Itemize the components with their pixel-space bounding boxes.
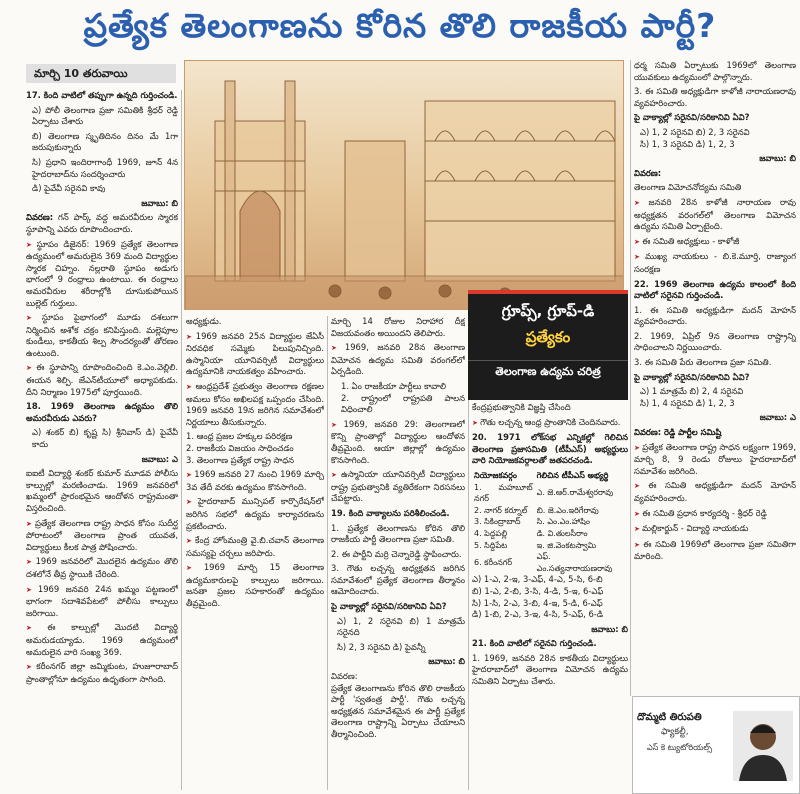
author-photo [733, 711, 793, 781]
col3-para-4: ➤ 1969, జనవరి 29: తెలంగాణలో కొన్ని ప్రాంతాల్లో విద్యార్థుల ఆందోళన తీవ్రమైంది. ఆయా జిల్లాల్లో ఉద్యమం కొనసాగింది. [331, 419, 465, 466]
tag-line-2: ప్రత్యేకం [525, 328, 571, 346]
col3-bullet-1: ➤ ఉస్మానియా యూనివర్సిటీ విద్యార్థులు రాష్ట్ర ప్రభుత్వానికి వ్యతిరేకంగా నిరసనలు చేపట్టారు. [331, 469, 465, 505]
q20-options: ఎ) 1-ఎ, 2-ఇ, 3-ఎఫ్, 4-ఎ, 5-సి, 6-బి బి) 1-ఎ, 2-బి, 3-సి, 4-డి, 5-ఇ, 6-ఎఫ్ సి) 1-సి, 2-ఎ, 3-బి, 4-ఇ, 5-డి, 6-ఎఫ్ డి) 1-బి, 2-ఎ, 3-ఇ, 4-సి, 5-ఎఫ్, 6-డి [472, 574, 604, 620]
constituency-cell: 3. సికింద్రాబాద్ [474, 517, 521, 527]
q22-answer: జవాబు: ఎ [759, 412, 796, 423]
tag-line-3: తెలంగాణ ఉద్యమ చరిత్ర [468, 360, 628, 381]
q17-option-d: డి) పైవేవీ సరైనవి కావు [32, 183, 106, 194]
explanation-text-2: ➤ స్థూపం డిజైనర్: 1969 ప్రత్యేక తెలంగాణ ఉద్యమంలో అమరులైన 369 మంది విద్యార్థుల స్మారక చిహ్నం. నల్లరాతి స్థూపం అడుగు భాగంలో 9 రంధ్రాలు ఉంటాయి. ఈ రంధ్రాలు అమరవీరుల శరీరాల్లోకి దూసుకుపోయిన బుల్లెట్ గుర్తులు. [26, 239, 178, 310]
author-name: దొమ్మటి తిరుపతి [637, 712, 702, 723]
q19-options-b: సి) 2, 3 సరైనవి డి) పైవన్నీ [337, 641, 426, 652]
explanation-heading: వివరణ: [26, 212, 54, 223]
col5-bullet-5: ➤ ఈ సమితి అధ్యక్షుడిగా మదన్ మోహన్ వ్యవహరించారు. [634, 480, 796, 504]
column-divider [181, 90, 182, 790]
q19-explanation: వివరణ: ప్రత్యేక తెలంగాణను కోరిన తొలి రాజకీయ పార్టీ 'స్వతంత్ర పార్టీ'. గౌతు లచ్చన్న అధ్యక్షతన సమావేశమైన ఈ పార్టీ ప్రత్యేక తెలంగాణ రాష్ట్రాన్ని ఏర్పాటు చేయాలని తీర్మానించింది. [331, 671, 465, 739]
feature-tag [468, 290, 628, 400]
candidate-cell: డి. వి.తులసీరాం [536, 528, 588, 538]
constituency-cell: 5. సిద్దిపేట [474, 540, 508, 550]
col5-explanation-1: తెలంగాణ విమోచనోద్యమ సమితి [634, 182, 742, 193]
question-17: 17. కింది వాటిలో తప్పుగా ఉన్నది గుర్తించండి. [26, 90, 178, 100]
column-divider [630, 60, 631, 696]
q19-options-a: ఎ) 1, 2 సరైనవి బి) 1 మాత్రమే సరైనది [337, 615, 465, 638]
column-divider [468, 400, 469, 790]
candidate-cell: ఎఫ్. ఎం.సత్యనారాయణరావు [536, 552, 613, 573]
col5-statement-3: 3. ఈ సమితి అధ్యక్షుడిగా కాళోజీ నారాయణరావు వ్యవహరించారు. [634, 86, 796, 108]
q22-options: ఎ) 1 మాత్రమే బి) 2, 4 సరైనవి సి) 1, 4 సరైనవి డి) 1, 2, 3 [640, 386, 744, 408]
column-3 [331, 316, 465, 790]
constituency-cell: 2. నాగర్ కర్నూల్ [474, 505, 528, 515]
col4-para-2: ➤ గౌతు లచ్చన్న ఆంధ్ర ప్రాంతానికి చెందినవారు. [472, 417, 628, 430]
col2-bullet-4: ➤ 1969 మార్చి 15 తెలంగాణ ఉద్యమకారులపై కాల్పులు జరిగాయి. జనతా ప్రజల సహకారంతో ఉద్యమం తీవ్రమైంది. [186, 562, 324, 609]
col1-extra: ఐఐటీ విద్యార్థి శంకర్ కుమార్ మూడవ పోలీసు కాల్పుల్లో మరణించాడు. 1969 జనవరిలో ఖమ్మంలో ప్రారంభమైన ఆందోళన రాష్ట్రమంతా విస్తరించింది. [26, 468, 178, 513]
col5-bullet-4: ➤ ప్రత్యేక తెలంగాణ రాష్ట్ర సాధన లక్ష్యంగా 1969, మార్చి 8, 9 రెండు రోజులు హైదరాబాద్‌లో సమావేశం జరిగింది. [634, 442, 796, 478]
col5-bullet-8: ➤ ఈ సమితి 1969లో తెలంగాణ ప్రజా సమితిగా మారింది. [634, 539, 796, 563]
table-row [472, 482, 628, 505]
col5-para-1: ధర్మ సమితి ఏర్పాటుకు 1969లో తెలంగాణ యువకులు ఉద్యమంలో పాల్గొన్నారు. [634, 60, 796, 82]
table-row [472, 505, 628, 517]
column-divider [327, 316, 328, 790]
q22-statement-2: 2. 1969, ఏప్రిల్ 9న తెలంగాణ రాష్ట్రాన్ని సాధించాలని నిర్ణయించారు. [634, 330, 796, 353]
candidate-cell: ఎ. జె.ఆర్.రామేశ్వరరావు [536, 488, 614, 498]
constituency-table [472, 470, 628, 574]
q21-statement-1: 1. 1969, జనవరి 28న కాకతీయ విద్యార్థులు హైదరాబాద్‌లో తెలంగాణ విమోచన ఉద్యమ సమితిని ఏర్పాటు చేశారు. [472, 652, 628, 687]
q17-option-a: ఎ) పోలీ తెలంగాణ ప్రజా సమితికి శ్రీధర్ రెడ్డి ఏర్పాటు చేశారు [32, 104, 178, 127]
q17-option-c: సి) ప్రధాని ఇందిరాగాంధీ 1969, జూన్ 4న హైదరాబాద్‌ను సందర్శించారు [32, 156, 178, 179]
col5-bullet-7: ➤ మల్లికార్జున్ - విద్యార్థి నాయకుడు [634, 523, 796, 536]
col5-prompt: పై వాక్యాల్లో సరైనవి/సరికానివి ఏవి? [634, 112, 750, 123]
col5-bullet-1: ➤ జనవరి 28న కాళోజీ నారాయణ రావు అధ్యక్షతన వరంగల్‌లో తెలంగాణ విమోచన ఉద్యమ సమితి ఏర్పాటైంది. [634, 197, 796, 233]
explanation-text-3: ➤ స్థూపం పైభాగంలో మూడు దశలుగా నిర్మించిన అశోక చక్రం కనిపిస్తుంది. మల్లెపూల కుండీలు, కాకతీయ శిల్ప సౌందర్యంతో తోరణం ఉంటుంది. [26, 312, 178, 359]
section-tag: మార్చి 10 తరువాయి [26, 64, 176, 83]
q19-answer: జవాబు: బి [428, 656, 465, 667]
col5-explanation-heading: వివరణ: [634, 167, 662, 178]
author-organization: ఎస్ కె ట్యుటోరియల్స్ [647, 743, 713, 752]
candidate-cell: సి. ఎం.ఎం.హాషిం [536, 517, 590, 527]
col1-bullet-list [26, 518, 178, 686]
question-18: 18. 1969 తెలంగాణ ఉద్యమం తొలి అమరవీరుడు ఎవరు? [26, 401, 178, 423]
q19-statement-3: 3. గౌతు లచ్చన్న అధ్యక్షతన జరిగిన సమావేశంలో ప్రత్యేక తెలంగాణ తీర్మానం ఆమోదించారు. [331, 563, 465, 597]
table-row [472, 551, 628, 574]
column-5 [634, 60, 796, 694]
question-20: 20. 1971 లోక్‌సభ ఎన్నికల్లో గెలిచిన తెలంగాణ ప్రజాసమితి (టీపీఎస్) అభ్యర్థులు వారి నియోజకవర్గాలతో జతపరచండి. [472, 432, 628, 466]
col5-options: ఎ) 1, 2 సరైనవి బి) 2, 3 సరైనవి సి) 1, 3 సరైనవి డి) 1, 2, 3 [640, 126, 750, 149]
q22-statement-3: 3. ఈ సమితి పేరు తెలంగాణ ప్రజా సమితి. [634, 357, 772, 368]
constituency-cell: 4. పెద్దపల్లి [474, 528, 508, 538]
col1-bullet-item: ➤ 1969 జనవరిలో మొదలైన ఉద్యమం తొలి దశలోనే తీవ్ర స్థాయికి చేరింది. [26, 556, 178, 580]
q19-prompt: పై వాక్యాల్లో సరైనవి/సరికానివి ఏవి? [331, 601, 447, 612]
q17-answer: జవాబు: బి [141, 197, 178, 208]
explanation-text-1: గన్ పార్క్ వద్ద అమరవీరుల స్మారక స్థూపాన్ని ఎవరు రూపొందించారు. [26, 212, 178, 234]
q22-statement-1: 1. ఈ సమితి అధ్యక్షుడిగా మదన్ మోహన్ వ్యవహరించారు. [634, 304, 796, 327]
col2-para-2: ➤ ఆంధ్రప్రదేశ్ ప్రభుత్వం తెలంగాణ రక్షణల అమలు కోసం అఖిలపక్ష ఒప్పందం చేసింది. 1969 జనవరి 19న జరిగిన సమావేశంలో నిర్ణయాలు తీసుకున్నారు. [186, 381, 324, 428]
col5-bullet-6: ➤ ఈ సమితి ప్రధాన కార్యదర్శి - శ్రీధర్ రెడ్డి [634, 508, 796, 521]
col1-bullet-item: ➤ ఈ కాల్పుల్లో మొదటి విద్యార్థి అమరుడయ్యాడు. 1969 ఉద్యమంలో అమరులైన వారి సంఖ్య 369. [26, 622, 178, 658]
col2-para-1: ➤ 1969 జనవరి 25న విద్యార్థుల జేఏసీ నిరవధిక సమ్మెకు పిలుపునిచ్చింది. ఉస్మానియా యూనివర్సిటీ విద్యార్థులు ఉద్యమానికి నాయకత్వం వహించారు. [186, 331, 324, 378]
col1-bullet-item: ➤ ప్రత్యేక తెలంగాణ రాష్ట్ర సాధన కోసం సుదీర్ఘ పోరాటంలో తెలంగాణ ప్రాంత యువత, విద్యార్థులు కీలక పాత్ర పోషించారు. [26, 518, 178, 554]
q17-option-b: బి) తెలంగాణ స్మృతిదినం దినం మే 1గా జరుపుకున్నారు [32, 130, 178, 153]
col5-bullet-3: ➤ ముఖ్య నాయకులు - బి.కె.మూర్తి, రాజ్యాంగ సంరక్షణ [634, 251, 796, 275]
table-row [472, 528, 628, 540]
table-row [472, 540, 628, 552]
tag-line-1: గ్రూప్స్, గ్రూప్-డి [501, 302, 595, 320]
author-box [632, 696, 800, 794]
col1-bullet-item: ➤ కరీంనగర్ జిల్లా జమ్మికుంట, హుజూరాబాద్ ప్రాంతాల్లోనూ ఉద్యమం ఉధృతంగా సాగింది. [26, 661, 178, 685]
col5-answer: జవాబు: బి [759, 153, 796, 164]
heritage-illustration [184, 60, 624, 310]
constituency-cell: 6. కరీంనగర్ [474, 557, 513, 567]
column-1 [26, 90, 178, 790]
col5-bullet-2: ➤ ఈ సమితి అధ్యక్షులు - కాళోజీ [634, 236, 796, 249]
col2-bullet-1: ➤ 1969 జనవరి 27 నుంచి 1969 మార్చి 3వ తేదీ వరకు ఉద్యమం కొనసాగింది. [186, 469, 324, 493]
column-4 [472, 402, 628, 790]
col2-bullet-2: ➤ హైదరాబాద్ మున్సిపల్ కార్పొరేషన్‌లో జరిగిన సభలో ఉద్యమ కార్యాచరణను ప్రకటించారు. [186, 496, 324, 532]
col4-para-1: కేంద్రప్రభుత్వానికి విజ్ఞప్తి చేసింది [472, 402, 571, 412]
table-row [472, 516, 628, 528]
col3-list: 1. ఏం రాజకీయా పార్టీలు కావాలి 2. రాష్ట్రంలో రాష్ట్రపతి పాలన విధించాలి [341, 380, 465, 415]
charminar-sketch [185, 61, 624, 310]
table-header-candidate: గెలిచిన టీపీఎస్ అభ్యర్థి [536, 470, 609, 480]
q18-answer: జవాబు: ఎ [141, 453, 178, 464]
table-header-constituency: నియోజకవర్గం [474, 470, 517, 480]
q22-explanation-heading: వివరణ: రెడ్డి పార్టీల సమిష్టి [634, 427, 722, 438]
column-2 [186, 316, 324, 790]
q20-answer: జవాబు: బి [591, 623, 628, 634]
col2-bullet-3: ➤ కేంద్ర హోంమంత్రి వై.బి.చవాన్ తెలంగాణ సమస్యపై చర్చలు జరిపారు. [186, 535, 324, 559]
question-19: 19. కింది వాక్యాలను పరిశీలించండి. [331, 507, 450, 518]
col3-para-2: ➤ 1969, జనవరి 28న తెలంగాణ విమోచన ఉద్యమ సమితి వరంగల్‌లో ఏర్పడింది. [331, 342, 465, 378]
candidate-cell: ఇ. జి.వెంకటస్వామి [536, 540, 597, 550]
q19-statement-1: 1. ప్రత్యేక తెలంగాణను కోరిన తొలి రాజకీయ పార్టీ తెలంగాణ ప్రజా సమితి. [331, 522, 465, 545]
author-role: ఫ్యాకల్టీ, [661, 727, 689, 737]
question-22: 22. 1969 తెలంగాణ ఉద్యమ కాలంలో కింది వాటిలో సరైనవి గుర్తించండి. [634, 278, 796, 301]
col3-para-1: మార్చి 14 రోజుల నిరాహార దీక్ష విజయవంతం అయిందని తెలిపారు. [331, 316, 465, 338]
col2-list: 1. ఆంధ్ర ప్రజల హక్కుల పరిరక్షణ 2. రాజకీయ విజయం సాధించడం 3. తెలంగాణ ప్రత్యేక రాష్ట్ర సాధన [186, 431, 294, 465]
candidate-cell: బి. జె.ఎం.ఇరిగేరావు [536, 505, 599, 515]
constituency-cell: 1. మహబూబ్ నగర్ [474, 482, 533, 504]
q18-options: ఎ) శంకర్ బి) కృష్ణ సి) శ్రీనివాస్ డి) పైవేవీ కాదు [32, 427, 178, 450]
q19-statement-2: 2. ఈ పార్టీని మర్రి చెన్నారెడ్డి స్థాపించారు. [331, 548, 462, 559]
explanation-text-4: ➤ ఈ స్థూపాన్ని రూపొందించింది కె.ఎం.వెల్లిలి. ఈయన శిల్పి. జేఎన్‌టీయూలో అధ్యాపకుడు. దీని నిర్మాణం 1975లో పూర్తయింది. [26, 362, 178, 398]
q22-prompt: పై వాక్యాల్లో సరైనవి/సరికానివి ఏవి? [634, 371, 750, 382]
col1-bullet-item: ➤ 1969 జనవరి 24న ఖమ్మం పట్టణంలో భాగంగా సదాశివపేటలో పోలీసు కాల్పులు జరిగాయి. [26, 584, 178, 620]
question-21: 21. కింది వాటిలో సరైనవి గుర్తించండి. [472, 638, 597, 649]
col2-intro: అధ్యక్షుడు. [186, 316, 222, 326]
page-title: ప్రత్యేక తెలంగాణను కోరిన తొలి రాజకీయ పార్టీ? [83, 5, 717, 45]
